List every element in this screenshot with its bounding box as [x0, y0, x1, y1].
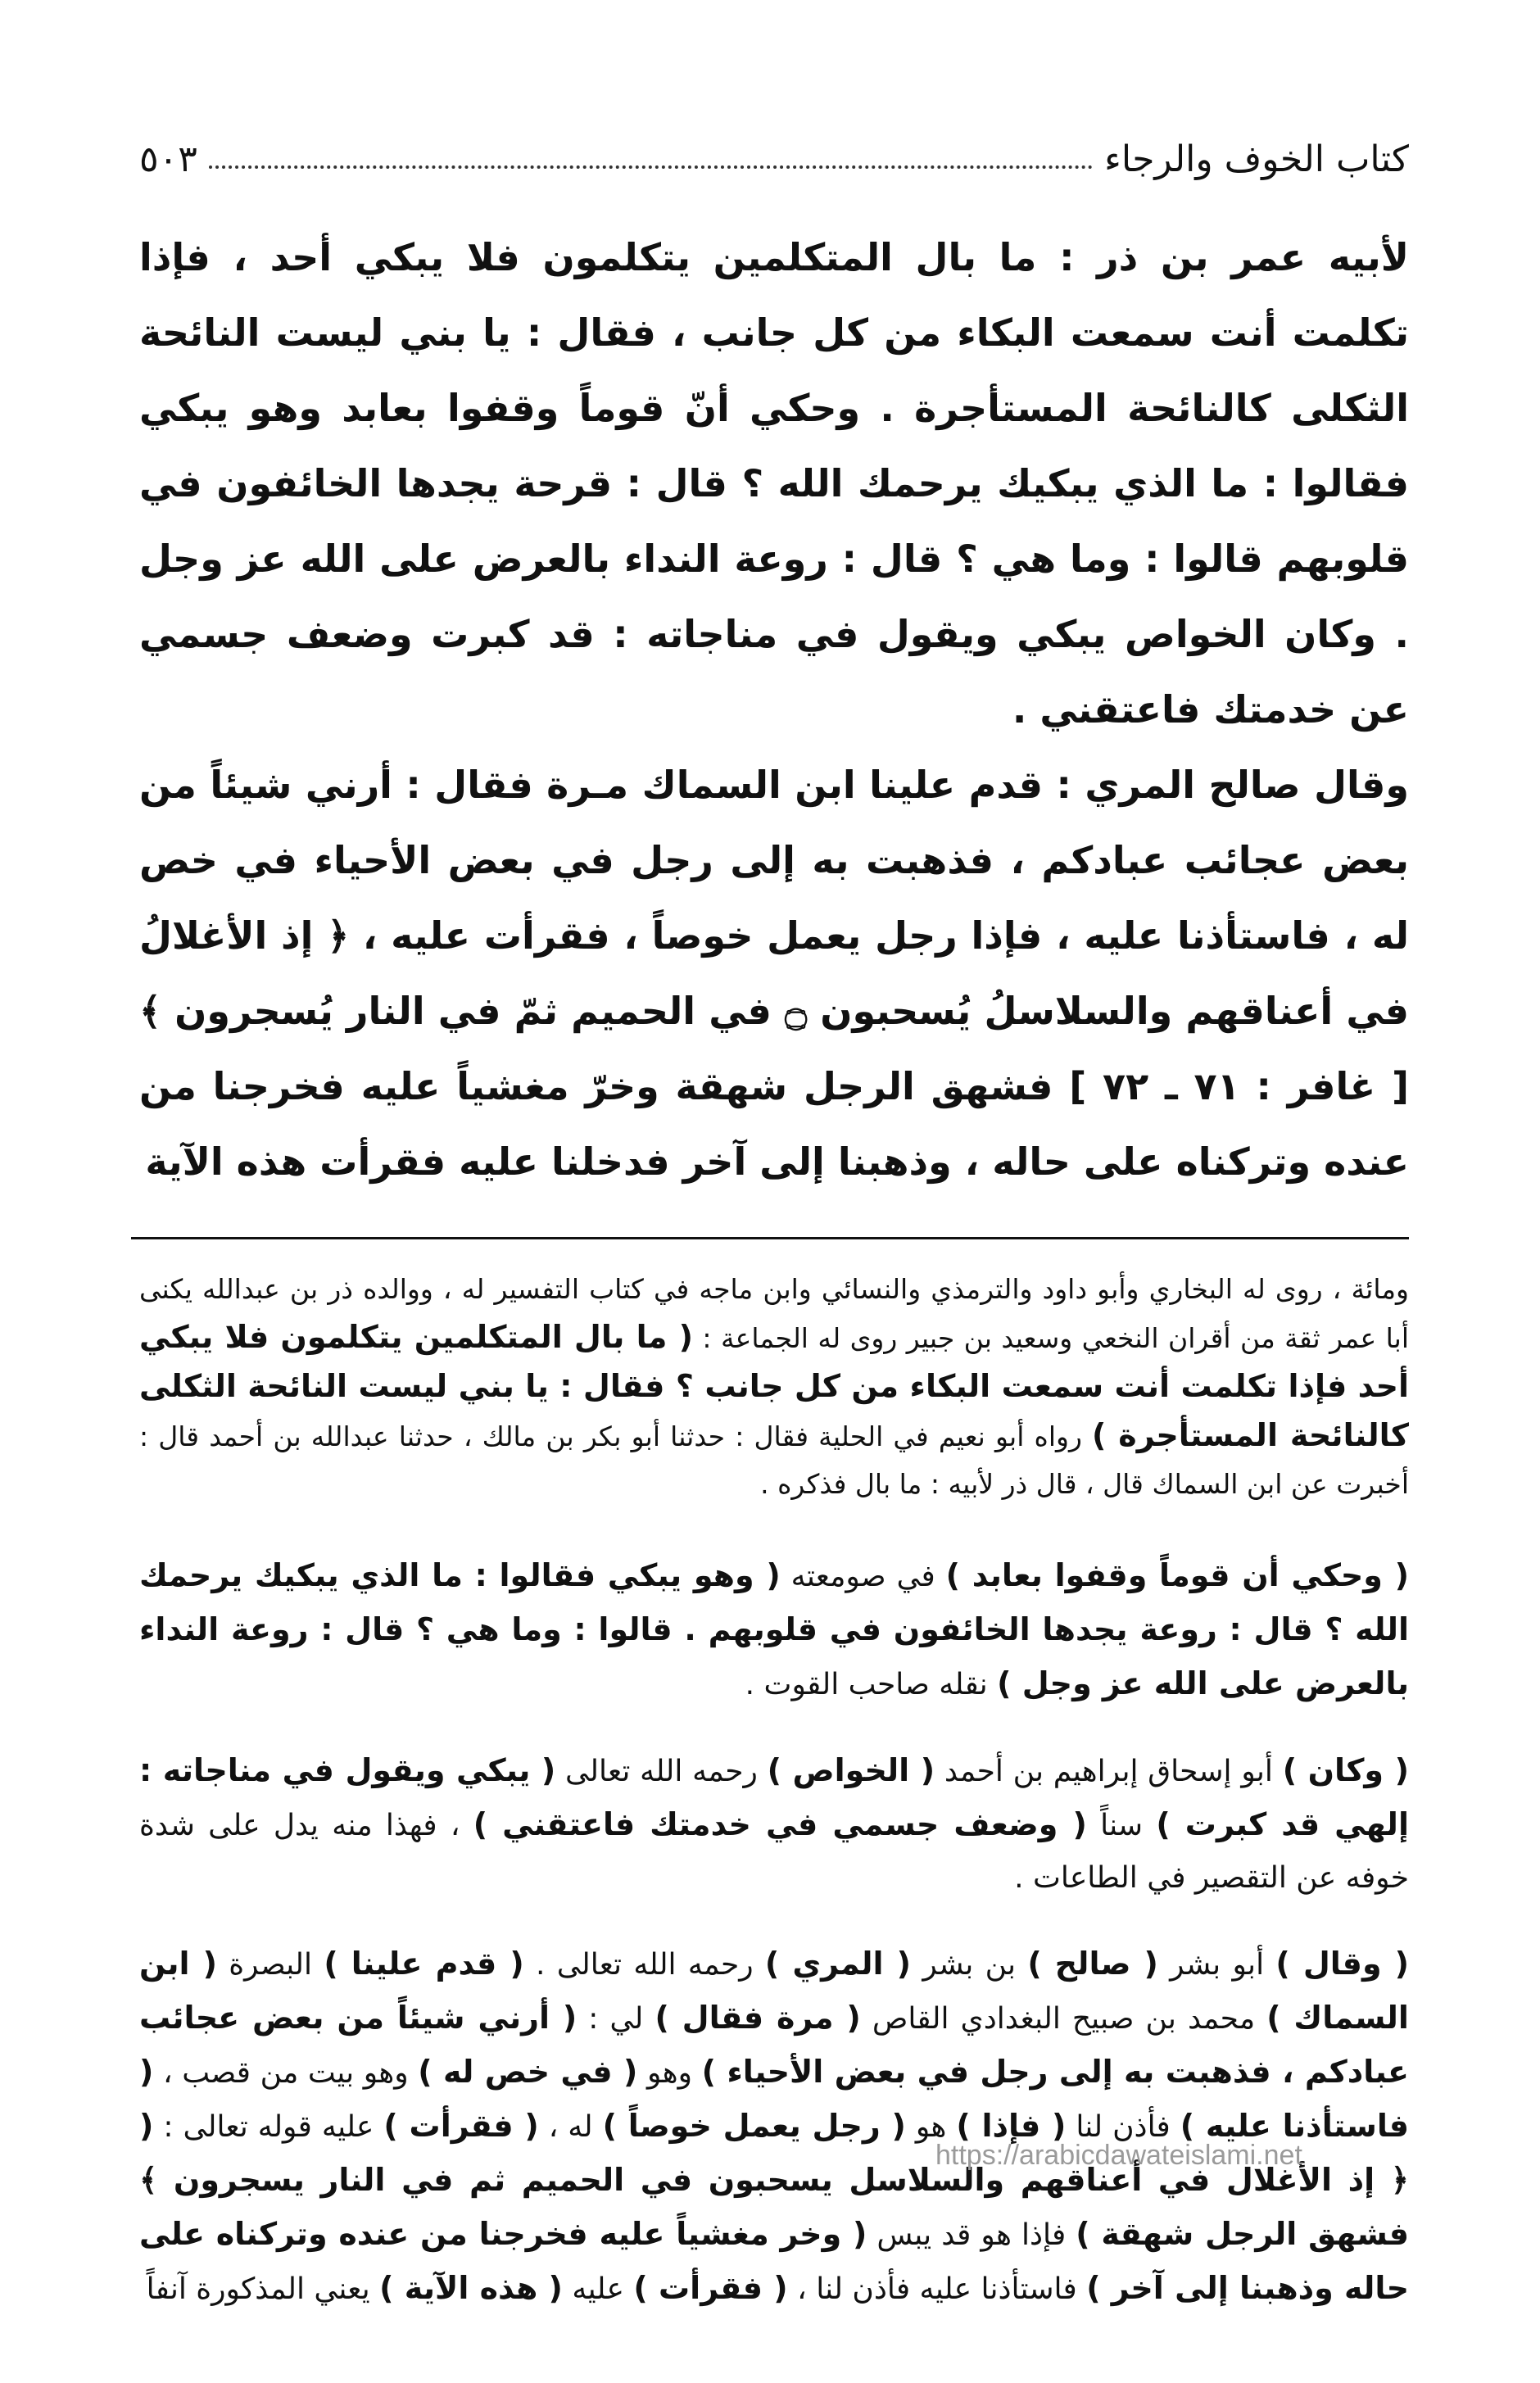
main-paragraph: لأبيه عمر بن ذر : ما بال المتكلمين يتكلمون فلا يبكي أحد ، فإذا تكلمت أنت سمعت البكاء من كل جانب ، فقال : يا بني ليست النائحة الثكلى كالنائحة المستأجرة . وحكي أنّ قوماً وقفوا بعابد وهو يبكي فقالوا : ما الذي يبكيك يرحمك الله ؟ قال : قرحة يجدها الخائفون في قلوبهم قالوا : وما هي ؟ قال : روعة النداء بالعرض على الله عز وجل . وكان الخواص يبكي ويقول في مناجاته : قد كبرت وضعف جسمي عن خدمتك فاعتقني . — [139, 235, 1409, 732]
commentary-paragraph — [139, 1744, 1409, 1905]
explanation-text: وهو بيت من قصب ، — [162, 2056, 409, 2090]
running-header — [139, 123, 1409, 180]
quoted-text: ( في خص له ) — [418, 2054, 638, 2090]
explanation-text: سناً — [1100, 1809, 1144, 1842]
quoted-text: ( أرني شيئاً من بعض عجائب عبادكم ، فذهبت به إلى رجل في بعض الأحياء ) — [139, 2000, 1409, 2090]
explanation-text: البصرة — [229, 1948, 313, 1982]
explanation-text: رحمه الله تعالى — [565, 1755, 758, 1788]
quoted-text: ( وكان ) — [1282, 1752, 1409, 1788]
explanation-text: نقله صاحب القوت . — [745, 1668, 988, 1701]
quoted-text: ( فقرأت ) — [633, 2270, 788, 2306]
explanation-text: لي : — [588, 2002, 644, 2036]
explanation-text: وهو — [647, 2056, 693, 2090]
explanation-text: بن بشر — [922, 1948, 1017, 1982]
section-divider — [131, 1237, 1409, 1239]
quoted-text: ( وضعف جسمي في خدمتك فاعتقني ) — [473, 1806, 1087, 1842]
header-dotted-leader — [209, 165, 1093, 169]
quoted-text: ( يبكي ويقول في مناجاته : إلهي قد كبرت ) — [139, 1752, 1409, 1842]
quoted-text: ( فقرأت ) — [383, 2108, 539, 2144]
explanation-text: عليه قوله تعالى : — [163, 2110, 374, 2144]
note-text: رواه أبو نعيم في الحلية فقال : حدثنا أبو بكر بن مالك ، حدثنا عبدالله بن أحمد قال : أخبرت عن ابن السماك قال ، قال ذر لأبيه : ما بال فذكره . — [139, 1420, 1409, 1500]
quoted-text: ( ابن السماك ) — [139, 1946, 1409, 2036]
commentary-paragraph — [139, 1937, 1409, 2316]
explanation-text: عليه — [572, 2272, 624, 2306]
explanation-text: يعني المذكورة آنفاً — [146, 2272, 370, 2306]
footnote-commentary — [139, 1266, 1409, 1508]
quoted-text: ( فإذا ) — [956, 2108, 1067, 2144]
note-text: ومائة ، روى له البخاري وأبو داود والترمذي والنسائي وابن ماجه في كتاب التفسير له ، ووالده ذر بن عبدالله يكنى أبا عمر ثقة من أقران النخعي وسعيد بن جبير روى له الجماعة : — [139, 1273, 1409, 1354]
page-number: ٥٠٣ — [139, 138, 197, 180]
quoted-text: ( رجل يعمل خوصاً ) — [602, 2108, 906, 2144]
quoted-text: ( وحكي أن قوماً وقفوا بعابد ) — [945, 1557, 1409, 1593]
explanation-text: أبو إسحاق إبراهيم بن أحمد — [944, 1755, 1273, 1788]
quoted-text: ( الخواص ) — [767, 1752, 935, 1788]
watermark-url: https://arabicdawateislami.net — [935, 2140, 1302, 2171]
explanation-text: محمد بن صبيح البغدادي القاص — [872, 2002, 1256, 2036]
quoted-text: ( ما بال المتكلمين يتكلمون فلا يبكي أحد فإذا تكلمت أنت سمعت البكاء من كل جانب ؟ فقال : يا بني ليست النائحة الثكلى كالنائحة المستأجرة ) — [139, 1319, 1409, 1453]
header-title: كتاب الخوف والرجاء — [1104, 138, 1409, 180]
explanation-text: له ، — [548, 2110, 593, 2144]
quoted-text: ( وخر مغشياً عليه فخرجنا من عنده وتركناه على حاله وذهبنا إلى آخر ) — [139, 2216, 1409, 2306]
explanation-text: فأذن لنا — [1076, 2110, 1171, 2144]
note-paragraph — [139, 1266, 1409, 1508]
quoted-text: ( مرة فقال ) — [654, 2000, 861, 2036]
explanation-text: فاستأذنا عليه فأذن لنا ، — [797, 2272, 1077, 2306]
book-page — [139, 123, 1409, 2349]
explanation-text: فإذا هو قد يبس — [876, 2218, 1067, 2252]
explanation-text: هو — [915, 2110, 947, 2144]
quoted-text: ( ﴿ إذ الأغلال في أعناقهم والسلاسل يسحبون في الحميم ثم في النار يسجرون ﴾ فشهق الرجل شهقة ) — [139, 2108, 1409, 2252]
explanation-text: أبو بشر — [1170, 1948, 1265, 1982]
explanation-text: في صومعته — [790, 1560, 935, 1593]
quoted-text: ( وقال ) — [1275, 1946, 1409, 1982]
quoted-text: ( هذه الآية ) — [379, 2270, 563, 2306]
commentary — [139, 1549, 1409, 2316]
commentary-paragraph — [139, 1549, 1409, 1711]
quoted-text: ( وهو يبكي فقالوا : ما الذي يبكيك يرحمك الله ؟ قال : روعة يجدها الخائفون في قلوبهم . قالوا : وما هي ؟ قال : روعة النداء بالعرض على الله عز وجل ) — [139, 1557, 1409, 1701]
quoted-text: ( المري ) — [764, 1946, 912, 1982]
quoted-text: ( فاستأذنا عليه ) — [139, 2054, 1409, 2144]
quoted-text: ( صالح ) — [1027, 1946, 1158, 1982]
explanation-text: رحمه الله تعالى . — [536, 1948, 754, 1982]
quoted-text: ( قدم علينا ) — [324, 1946, 524, 1982]
main-text — [139, 220, 1409, 1199]
main-paragraph: وقال صالح المري : قدم علينا ابن السماك مـرة فقال : أرني شيئاً من بعض عجائب عبادكم ، فذهبت به إلى رجل في بعض الأحياء في خص له ، فاستأذنا عليه ، فإذا رجل يعمل خوصاً ، فقرأت عليه ، ﴿ إذ الأغلالُ في أعناقهم والسلاسلُ يُسحبون ۝ في الحميم ثمّ في النار يُسجرون ﴾ [ غافر : ٧١ ـ ٧٢ ] فشهق الرجل شهقة وخرّ مغشياً عليه فخرجنا من عنده وتركناه على حاله ، وذهبنا إلى آخر فدخلنا عليه فقرأت هذه الآية — [139, 763, 1410, 1184]
explanation-text: ، فهذا منه يدل على شدة خوفه عن التقصير في الطاعات . — [139, 1809, 1409, 1895]
